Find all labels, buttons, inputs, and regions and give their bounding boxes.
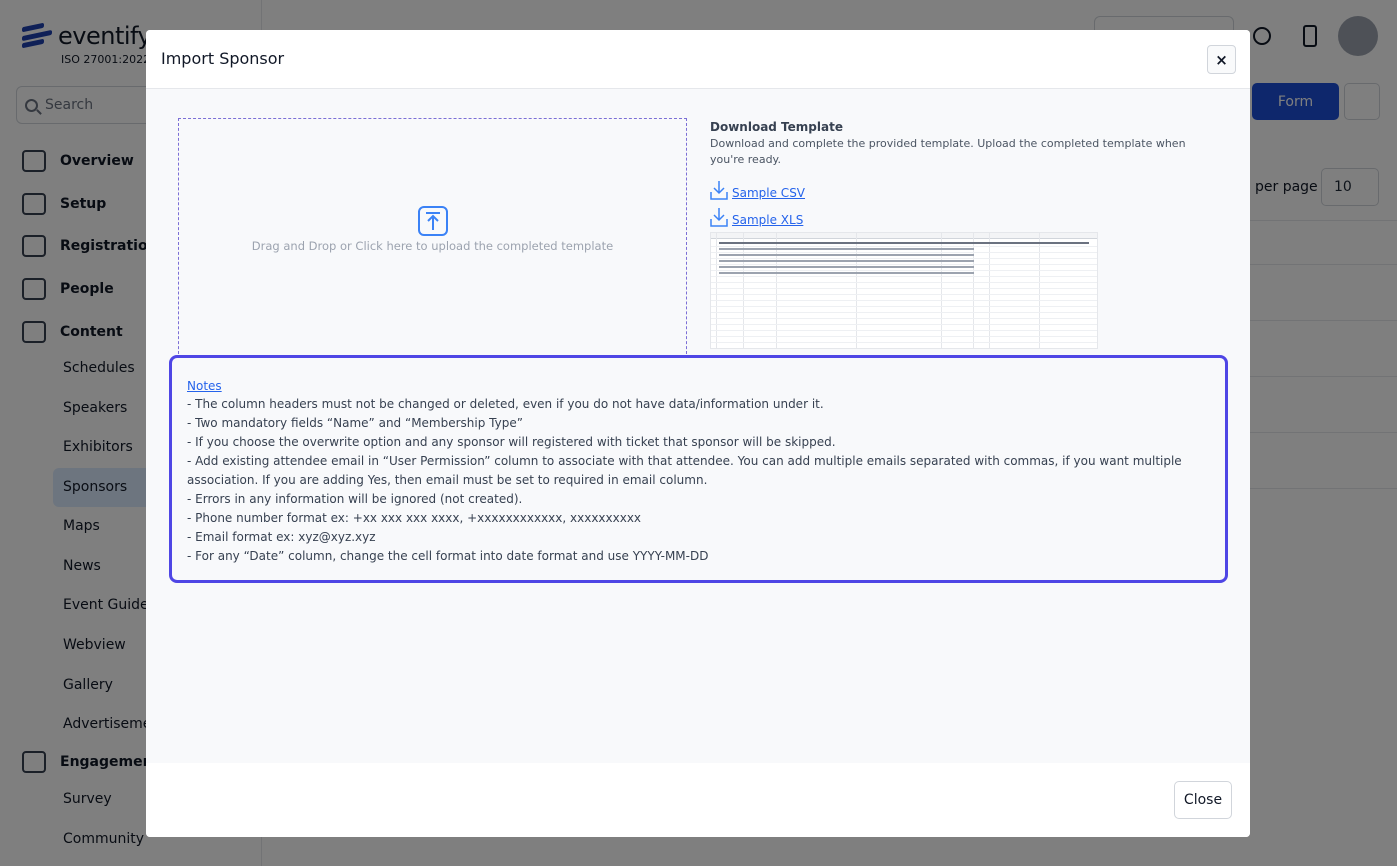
sample-xls-label: Sample XLS — [732, 213, 804, 227]
note-line: - Email format ex: xyz@xyz.xyz — [187, 530, 376, 544]
download-icon — [710, 207, 728, 227]
notes-title[interactable]: Notes — [187, 379, 222, 393]
note-line: - Two mandatory fields “Name” and “Membership Type” — [187, 416, 523, 430]
modal-footer — [146, 763, 1250, 837]
close-x-button[interactable] — [1207, 45, 1236, 74]
sample-csv-label: Sample CSV — [732, 186, 806, 200]
template-preview-image — [710, 232, 1098, 349]
sample-xls-link[interactable] — [710, 207, 803, 227]
note-line: - Errors in any information will be ignored (not created). — [187, 492, 523, 506]
note-line: - If you choose the overwrite option and any sponsor will registered with ticket that sponsor will be skipped. — [187, 435, 836, 449]
upload-dropzone[interactable] — [178, 118, 687, 359]
modal-header — [146, 30, 1250, 89]
dropzone-text: Drag and Drop or Click here to upload the completed template — [251, 239, 614, 253]
note-line: - Phone number format ex: +xx xxx xxx xxxx, +xxxxxxxxxxxx, xxxxxxxxxx — [187, 511, 642, 525]
close-button-label: Close — [1183, 792, 1223, 808]
note-line: - The column headers must not be changed or deleted, even if you do not have data/information under it. — [187, 397, 824, 411]
close-icon: × — [1215, 50, 1228, 69]
close-button[interactable] — [1174, 781, 1232, 819]
import-sponsor-modal — [146, 30, 1250, 837]
modal-title: Import Sponsor — [161, 49, 285, 68]
note-line: - Add existing attendee email in “User Permission” column to associate with that attendee. You can add multiple emails separated with commas, if you want multiple association. If you are adding Yes, then email must be set to required in email column. — [187, 454, 1182, 487]
notes-panel — [169, 355, 1228, 583]
download-template-desc: Download and complete the provided template. Upload the completed template when you're ready. — [710, 137, 1186, 166]
upload-icon — [418, 206, 448, 236]
sample-csv-link[interactable] — [710, 180, 805, 200]
modal-body — [146, 89, 1250, 763]
download-icon — [710, 180, 728, 200]
note-line: - For any “Date” column, change the cell format into date format and use YYYY-MM-DD — [187, 549, 709, 563]
download-template-title: Download Template — [710, 120, 843, 134]
